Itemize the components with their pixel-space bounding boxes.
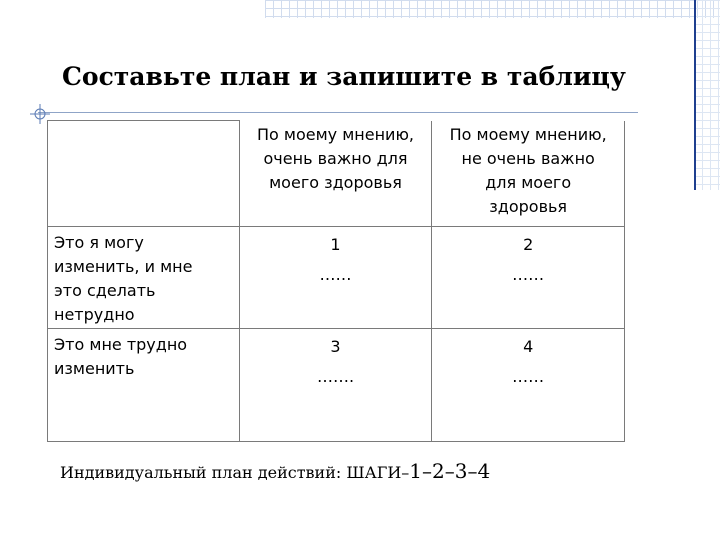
cell-number: 1 [330,235,341,254]
row-label-easy: Это я могу изменить, и мне это сделать нетрудно [48,227,240,329]
slide-title: Составьте план и запишите в таблицу [62,62,626,91]
table-corner-cell [48,121,240,227]
cell-number: 4 [523,337,534,356]
cell-number: 2 [523,235,534,254]
title-underline [38,112,638,113]
header-important-text: По моему мнению, очень важно для моего здоровья [256,124,415,192]
cell-placeholder-dots: …… [319,265,352,284]
decorative-grid-top [265,0,720,18]
decorative-grid-right [694,0,720,190]
cell-4[interactable] [432,329,625,442]
cell-placeholder-dots: …… [512,367,545,386]
table-row-easy [48,227,625,329]
header-important [239,121,432,227]
header-not-important [432,121,625,227]
steps-sequence: 1–2–3–4 [409,459,491,483]
action-plan-footer [60,459,490,483]
table-row-hard [48,329,625,442]
table-header-row [48,121,625,227]
cell-placeholder-dots: …… [512,265,545,284]
steps-label: ШАГИ– [346,463,410,482]
action-plan-label: Индивидуальный план действий: [60,463,342,482]
plan-table [47,120,625,442]
cell-placeholder-dots: ……. [316,367,355,386]
decorative-vertical-line [694,0,696,190]
row-label-hard: Это мне трудно изменить [48,329,240,442]
header-not-important-text: По моему мнению, не очень важно для моего здоровья [449,124,607,216]
cell-2[interactable] [432,227,625,329]
cell-3[interactable] [239,329,432,442]
cell-1[interactable] [239,227,432,329]
cell-number: 3 [330,337,341,356]
